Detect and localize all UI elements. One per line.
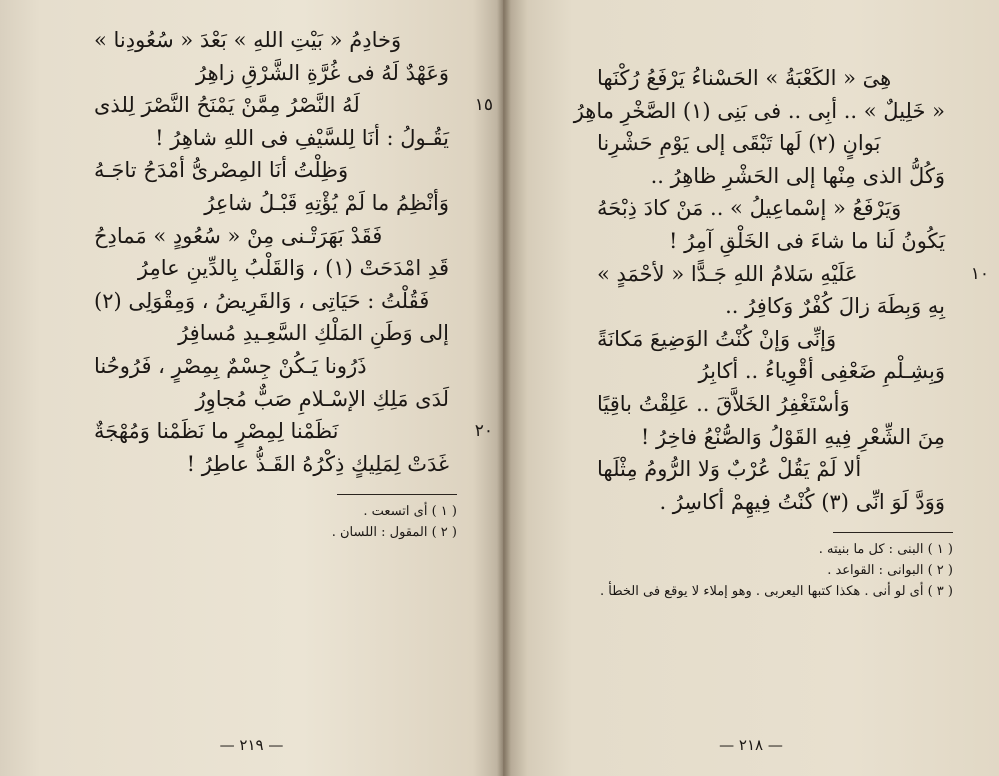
verse-text: وَوَدَّ لَوَ انِّى (٣) كُنْتُ فِيهِمْ أكاسِرُ . — [659, 489, 945, 514]
footnote: ( ٣ ) أى لو أنى . هكذا كتبها اليعربى . وهو إملاء لا يوقع فى الخطأ . — [600, 584, 953, 600]
verse-text: وَخادِمُ « بَيْتِ اللهِ » بَعْدَ « سُعُودِنا » — [94, 28, 402, 52]
verse-text: وَأسْتَغْفِرُ الخَلاَّقَ .. عَلِقْتُ باقِيًا — [597, 391, 850, 416]
verse-text: وَظِلْتُ أنَا المِصْرىُّ أمْدَحُ تاجَـهُ — [94, 158, 349, 183]
verse-line — [74, 252, 457, 285]
verse-text: وَكُلُّ الذى مِنْها إلى الحَشْرِ ظاهِرُ .. — [650, 163, 945, 188]
line-number: ١٥ — [474, 95, 493, 116]
right-footnote-rule — [833, 532, 953, 533]
verse-text: لَهُ النَّصْرُ مِمَّنْ يَمْنَحُ النَّصْرَ لِلذى — [94, 93, 360, 118]
verse-line — [577, 290, 953, 323]
verse-text: بِهِ وَبِطَهَ زالَ كُفْرٌ وَكافِرُ .. — [725, 294, 945, 319]
footnote: ( ١ ) البنى : كل ما بنيته . — [818, 542, 953, 558]
verse-line — [74, 187, 457, 220]
verse-line — [577, 225, 953, 258]
verse-line — [573, 95, 953, 128]
verse-text: هِىَ « الكَعْبَةُ » الحَسْناءُ يَرْفَعُ رُكْنَها — [597, 66, 892, 90]
verse-line — [577, 258, 989, 291]
verse-line — [74, 154, 457, 187]
right-verse-list — [573, 62, 989, 518]
verse-line — [577, 127, 953, 160]
verse-text: غَدَتْ لِمَلِيكٍ ذِكْرُهُ القَـذُّ عاطِرُ ! — [186, 451, 449, 476]
left-page-number: — ٢١٩ — — [219, 736, 284, 754]
verse-line — [577, 62, 953, 95]
verse-text: عَلَيْهِ سَلامُ اللهِ جَـدًّا « لأحْمَدٍ » — [597, 261, 858, 286]
verse-line — [577, 323, 953, 356]
verse-text: بَوانٍ (٢) لَها تَبْقَى إلى يَوْمِ حَشْرِنا — [597, 131, 881, 156]
verse-line — [577, 355, 953, 388]
verse-line — [577, 388, 953, 421]
line-number: ١٠ — [970, 263, 989, 284]
verse-text: وَإنِّى وَإنْ كُنْتُ الوَضِيعَ مَكانَةً — [597, 326, 837, 351]
left-verse-list — [74, 24, 493, 480]
left-footnote-list — [74, 501, 457, 543]
verse-text: نَظَمْنا لِمِصْرٍ ما نَظَمْنا وَمُهْجَةٌ — [94, 419, 339, 444]
right-footnote-list — [577, 539, 953, 602]
verse-line — [74, 383, 457, 416]
right-page — [503, 0, 999, 776]
verse-text: فَقُلْتُ : حَيَاتِى ، وَالقَرِيضُ ، وَمِقْوَلِى (٢) — [94, 288, 430, 313]
verse-text: يَكُونُ لَنا ما شاءَ فى الخَلْقِ آمِرُ ! — [669, 228, 945, 253]
verse-text: وَأنْظِمُ ما لَمْ يُؤْتِهِ قَبْـلُ شاعِرُ — [204, 190, 449, 215]
footnote: ( ١ ) أى اتسعت . — [363, 504, 457, 520]
verse-text: وَبِشِـلْمِ ضَعْفِى أقْوِياءُ .. أكابِرُ — [698, 359, 945, 384]
verse-line — [74, 285, 457, 318]
verse-line — [577, 192, 953, 225]
verse-text: ذَرُونا يَـكُنْ جِسْمٌ بِمِصْرٍ ، فَرُوحُنا — [94, 353, 367, 378]
footnote: ( ٢ ) المقول : اللسان . — [331, 525, 457, 541]
verse-text: فَقَدْ بَهَرَتْـنى مِنْ « سُعُودٍ » مَمادِحُ — [94, 223, 383, 248]
line-number: ٢٠ — [474, 421, 493, 442]
verse-line — [74, 350, 457, 383]
verse-text: ألا لَمْ يَقُلْ عُرْبٌ وَلا الرُّومُ مِثْلَها — [597, 457, 862, 482]
verse-text: يَقُـولُ : أنَا لِلسَّيْفِ فى اللهِ شاهِرُ ! — [155, 125, 449, 150]
verse-text: مِنَ الشِّعْرِ فِيهِ القَوْلُ وَالصُّنْعُ فاخِرُ ! — [640, 424, 945, 449]
left-footnote-rule — [337, 494, 457, 495]
verse-text: وَعَهْدٌ لَهُ فى غُرَّةِ الشَّرْقِ زاهِرُ — [195, 60, 449, 85]
verse-line — [577, 453, 953, 486]
verse-line — [577, 486, 953, 519]
verse-line — [74, 415, 493, 448]
verse-line — [74, 448, 457, 481]
verse-line — [74, 89, 493, 122]
verse-line — [74, 317, 457, 350]
verse-text: « خَلِيلٌ » .. أبِى .. فى بَنِى (١) الصَّخْرِ ماهِرُ — [573, 98, 945, 123]
verse-line — [74, 220, 457, 253]
verse-line — [577, 421, 953, 454]
verse-text: قَدِ امْدَحَتْ (١) ، وَالقَلْبُ بِالدِّينِ عامِرُ — [137, 256, 449, 281]
verse-text: إلى وَطَنِ المَلْكِ السَّعِـيدِ مُسافِرُ — [178, 321, 449, 346]
verse-line — [577, 160, 953, 193]
right-page-number: — ٢١٨ — — [719, 736, 783, 754]
verse-line — [74, 122, 457, 155]
verse-text: وَيَرْفَعُ « إسْماعِيلُ » .. مَنْ كادَ ذِبْحَهُ — [597, 196, 902, 221]
footnote: ( ٢ ) البوانى : القواعد . — [827, 563, 953, 579]
verse-text: لَدَى مَلِكِ الإسْـلامِ صَبٌّ مُجاوِرُ — [195, 386, 449, 411]
verse-line — [74, 57, 457, 90]
verse-line — [74, 24, 457, 57]
